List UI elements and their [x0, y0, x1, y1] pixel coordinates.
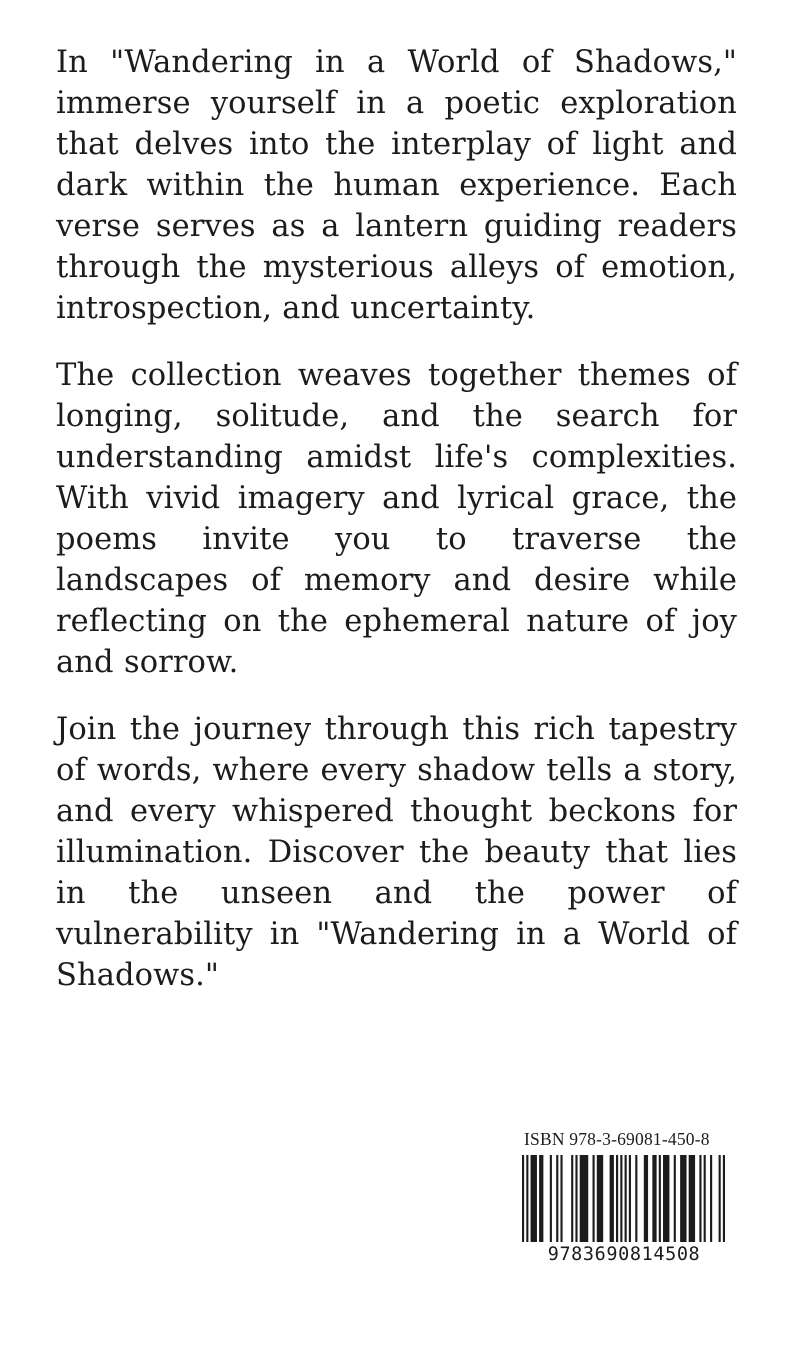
barcode-bar	[620, 1155, 622, 1242]
barcode-bar	[625, 1155, 627, 1242]
barcode-bar	[723, 1155, 725, 1242]
barcode-bar	[575, 1155, 577, 1242]
barcode-bar	[531, 1155, 537, 1242]
back-cover-description	[56, 42, 737, 1022]
barcode-bar	[689, 1155, 695, 1242]
barcode-bar	[710, 1155, 712, 1242]
barcode-bar	[699, 1155, 701, 1242]
barcode-bar	[556, 1155, 558, 1242]
barcode-bar	[560, 1155, 562, 1242]
barcode-bar	[610, 1155, 614, 1242]
barcode-bar	[663, 1155, 669, 1242]
barcode-bar	[635, 1155, 637, 1242]
barcode-bar	[550, 1155, 552, 1242]
barcode-bar	[629, 1155, 631, 1242]
isbn-label: ISBN 978-3-69081-450-8	[524, 1129, 710, 1149]
barcode-bar	[704, 1155, 706, 1242]
description-paragraph-2: The collection weaves together themes of longing, solitude, and the search for understanding amidst life's complexities. With vivid imagery and lyrical grace, the poems invite you to traverse the landscapes of memory and desire while reflecting on the ephemeral nature of joy and sorrow.	[56, 358, 737, 680]
barcode-number: 9783690814508	[547, 1244, 701, 1265]
barcode-bar	[593, 1155, 595, 1242]
barcode-bar	[526, 1155, 528, 1242]
description-paragraph-3: Join the journey through this rich tapestry of words, where every shadow tells a story, and every whispered thought beckons for illumination. Discover the beauty that lies in the unseen and the power of vulnerability in "Wandering in a World of Shadows."	[56, 712, 737, 993]
barcode-bar	[539, 1155, 543, 1242]
barcode-bar	[571, 1155, 573, 1242]
barcode-bar	[659, 1155, 661, 1242]
description-paragraph-1: In "Wandering in a World of Shadows," immerse yourself in a poetic exploration that delves into the interplay of light and dark within the human experience. Each verse serves as a lantern guiding readers through the mysterious alleys of emotion, introspection, and uncertainty.	[56, 45, 737, 326]
barcode-bar	[674, 1155, 676, 1242]
barcode-bar	[719, 1155, 721, 1242]
barcode-bar	[580, 1155, 589, 1242]
isbn-barcode-block	[518, 1128, 730, 1274]
barcode-bar	[597, 1155, 603, 1242]
barcode-bar	[644, 1155, 648, 1242]
barcode-bar	[680, 1155, 686, 1242]
barcode-bar	[652, 1155, 656, 1242]
barcode-bar	[616, 1155, 618, 1242]
barcode-bar	[522, 1155, 524, 1242]
barcode-graphic	[522, 1155, 725, 1242]
